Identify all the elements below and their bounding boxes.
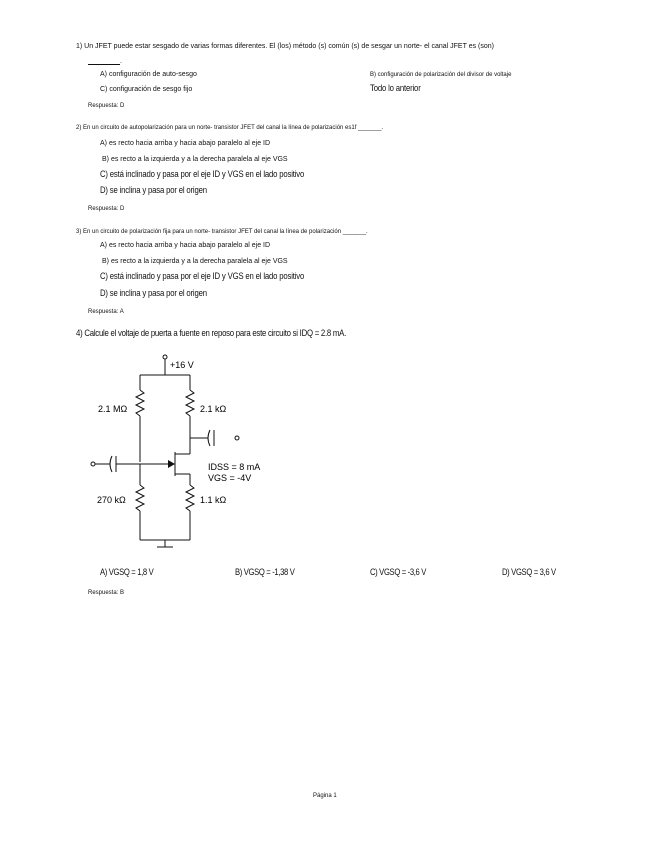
q1-answer-blank: [88, 64, 120, 65]
q1-option-c: C) configuración de sesgo fijo: [100, 86, 193, 93]
q2-answer: Respuesta: D: [88, 206, 125, 212]
q3-option-c: C) está inclinado y pasa por el eje ID y VGS en el lado positivo: [100, 271, 305, 281]
q4-question: 4) Calcule el voltaje de puerta a fuente en reposo para este circuito si IDQ = 2.8 mA.: [76, 328, 347, 339]
resistor-drain: [186, 390, 194, 416]
q3-option-a: A) es recto hacia arriba y hacia abajo paralelo al eje ID: [100, 242, 271, 249]
q1-option-a: A) configuración de auto-sesgo: [100, 71, 197, 78]
capacitor-drain: [208, 430, 210, 446]
q2-option-d: D) se inclina y pasa por el origen: [100, 185, 207, 195]
label-idss: IDSS = 8 mA: [208, 462, 261, 472]
q1-option-d: Todo lo anterior: [370, 83, 421, 93]
q2-option-c: C) está inclinado y pasa por el eje ID y VGS en el lado positivo: [100, 169, 305, 179]
q3-question: 3) En un circuito de polarización fija para un norte- transistor JFET del canal la línea de polarización _______.: [76, 229, 368, 235]
q4-option-a: A) VGSQ = 1,8 V: [100, 567, 154, 577]
q3-option-d: D) se inclina y pasa por el origen: [100, 288, 207, 298]
q2-question: 2) En un circuito de autopolarización para un norte- transistor JFET del canal la línea de polarización es1f _______.: [76, 125, 384, 131]
q3-option-b: B) es recto a la izquierda y a la derecha paralela al eje VGS: [102, 258, 288, 265]
resistor-source: [186, 485, 194, 511]
q4-answer: Respuesta: B: [88, 590, 125, 596]
resistor-bottom-left: [136, 485, 144, 511]
q4-option-d: D) VGSQ = 3,6 V: [502, 567, 556, 577]
input-terminal: [91, 462, 95, 466]
label-vgs: VGS = -4V: [208, 473, 252, 483]
label-r-top-left: 2.1 MΩ: [98, 404, 128, 414]
jfet-circuit-diagram: [80, 350, 280, 560]
supply-terminal: [163, 355, 167, 359]
q1-option-b: B) configuración de polarización del divisor de voltaje: [370, 72, 512, 78]
label-r-source: 1.1 kΩ: [200, 495, 227, 505]
label-r-drain: 2.1 kΩ: [200, 404, 227, 414]
label-r-bottom-left: 270 kΩ: [97, 495, 126, 505]
output-terminal: [235, 436, 239, 440]
label-supply: +16 V: [170, 360, 194, 370]
q1-answer: Respuesta: D: [88, 103, 125, 109]
jfet-gate-arrow: [168, 460, 175, 468]
resistor-top-left: [136, 390, 144, 416]
page-number: Página 1: [313, 793, 337, 799]
q3-answer: Respuesta: A: [88, 309, 124, 315]
q1-question: 1) Un JFET puede estar sesgado de varias formas diferentes. El (los) método (s) común (s) de sesgar un norte- el canal JFET es (son): [76, 43, 494, 50]
capacitor-input: [110, 456, 112, 472]
q4-option-c: C) VGSQ = -3,6 V: [370, 567, 426, 577]
q2-option-a: A) es recto hacia arriba y hacia abajo paralelo al eje ID: [100, 140, 271, 147]
q2-option-b: B) es recto a la izquierda y a la derecha paralela al eje VGS: [102, 156, 288, 163]
q1-blank-dot: .: [120, 58, 122, 65]
q4-option-b: B) VGSQ = -1,38 V: [235, 567, 295, 577]
